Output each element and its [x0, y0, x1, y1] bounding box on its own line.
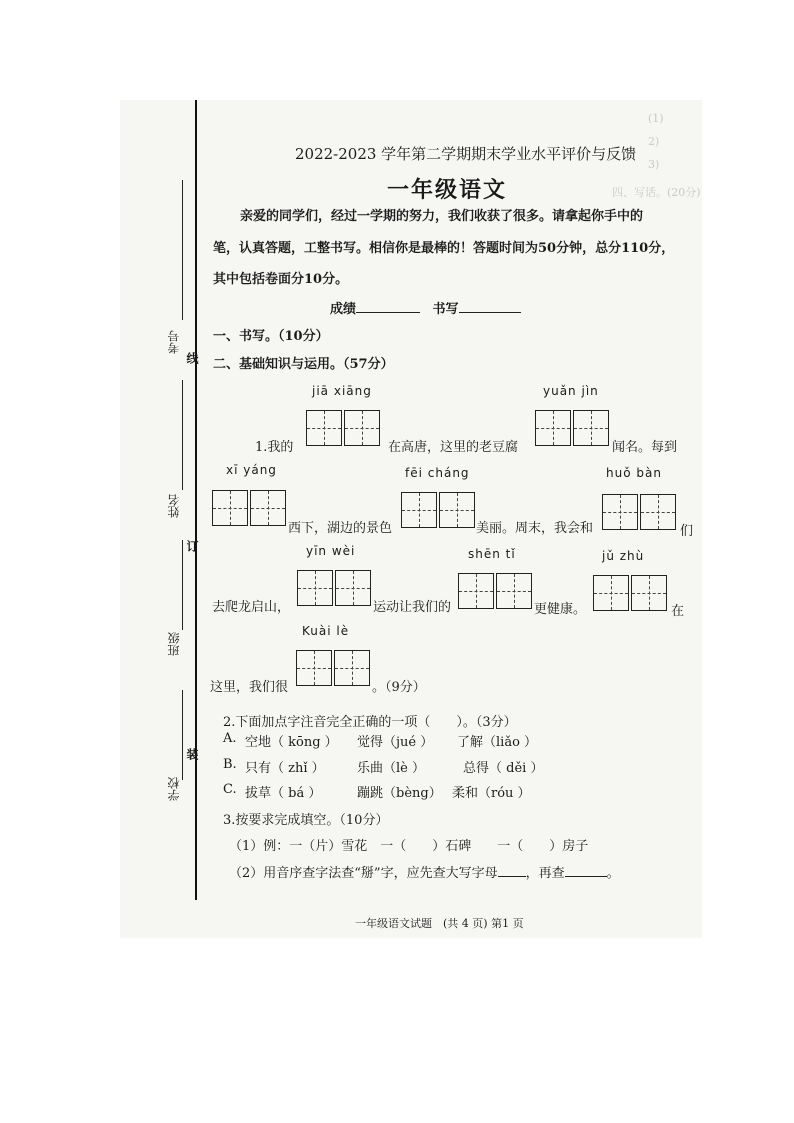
q1-text-2: 在高唐，这里的老豆腐	[388, 440, 519, 455]
q1-text-1: 1.我的	[255, 440, 294, 455]
q1-text-11: 这里，我们很	[210, 680, 289, 695]
char-box[interactable]	[593, 575, 629, 611]
section-1-heading: 一、书写。（10分）	[213, 329, 329, 344]
char-box[interactable]	[335, 570, 371, 606]
pinyin-yin-wei: yīn wèi	[306, 544, 356, 558]
answer-boxes-ju-zhu[interactable]	[593, 575, 669, 611]
char-box[interactable]	[296, 650, 332, 686]
q3-sub2-text-b: ，再查	[525, 866, 565, 881]
q2-option-c-1: 拔草（ bá ）	[245, 786, 322, 801]
section-2-heading: 二、基础知识与运用。（57分）	[213, 357, 394, 372]
char-box[interactable]	[334, 650, 370, 686]
pinyin-fei-chang: fēi cháng	[405, 466, 470, 480]
answer-boxes-yuan-jin[interactable]	[535, 410, 611, 446]
bleed-text-4: 四、写话。(20分)	[612, 186, 701, 199]
char-box[interactable]	[250, 490, 286, 526]
bleed-text-2: 2)	[648, 135, 660, 148]
q2-stem: 2.下面加点字注音完全正确的一项（ ）。（3分）	[223, 715, 517, 730]
q2-option-b-1: 只有（ zhǐ ）	[245, 761, 325, 776]
pinyin-jia-xiang: jiā xiāng	[312, 384, 372, 398]
q2-option-a-3: 了解（liǎo ）	[457, 735, 538, 750]
subject-title: 一年级语文	[387, 177, 508, 203]
school-blank	[182, 690, 183, 780]
q2-option-a-letter: A.	[223, 731, 237, 746]
intro-line-2: 笔，认真答题，工整书写。相信你是最棒的！答题时间为50分钟，总分110分，	[213, 241, 675, 256]
exam-title: 2022-2023 学年第二学期期末学业水平评价与反馈	[295, 145, 637, 163]
q1-text-6: 们	[680, 524, 694, 539]
char-box[interactable]	[306, 410, 342, 446]
pinyin-ju-zhu: jǔ zhù	[602, 549, 645, 563]
q3-sub2-text: （2）用音序查字法查“掰”字，应先查大写字母	[229, 866, 498, 881]
char-box[interactable]	[344, 410, 380, 446]
q1-text-8: 运动让我们的	[373, 600, 452, 615]
school-label: 学校	[167, 777, 181, 801]
answer-boxes-yin-wei[interactable]	[297, 570, 373, 606]
writing-label: 书写	[432, 302, 459, 317]
char-box[interactable]	[439, 492, 475, 528]
answer-boxes-fei-chang[interactable]	[401, 492, 477, 528]
answer-boxes-shen-ti[interactable]	[458, 573, 534, 609]
pinyin-huo-ban: huǒ bàn	[606, 466, 662, 480]
pinyin-yuan-jin: yuǎn jìn	[543, 384, 599, 398]
q2-option-c-3: 柔和（róu ）	[452, 786, 531, 801]
margin-mark-zhuang: 装	[185, 748, 199, 760]
q1-text-4: 西下，湖边的景色	[288, 521, 393, 536]
char-box[interactable]	[602, 494, 638, 530]
pinyin-shen-ti: shēn tǐ	[468, 547, 516, 561]
char-box[interactable]	[212, 490, 248, 526]
bleed-text-1: (1)	[648, 112, 664, 125]
intro-line-1: 亲爱的同学们，经过一学期的努力，我们收获了很多。请拿起你手中的	[240, 209, 644, 224]
q3-second-blank[interactable]	[565, 876, 607, 877]
char-box[interactable]	[640, 494, 676, 530]
pinyin-kuai-le: Kuài lè	[302, 624, 350, 638]
q3-sub2	[229, 862, 620, 881]
class-label: 班级	[167, 632, 181, 656]
q2-option-a-1: 空地（ kōng ）	[245, 735, 338, 750]
char-box[interactable]	[573, 410, 609, 446]
score-row	[330, 298, 521, 317]
q2-option-b-2: 乐曲（lè ）	[357, 761, 425, 776]
q1-text-12: 。（9分）	[372, 680, 426, 695]
q3-sub1: （1）例：一（片）雪花 一（ ）石碑 一（ ）房子	[229, 839, 589, 854]
score-label: 成绩	[330, 302, 357, 317]
page-footer: 一年级语文试题 (共 4 页) 第1 页	[355, 917, 524, 930]
char-box[interactable]	[535, 410, 571, 446]
q2-option-c-letter: C.	[223, 782, 237, 797]
q1-text-5: 美丽。周末，我会和	[476, 521, 594, 536]
answer-boxes-xi-yang[interactable]	[212, 490, 288, 526]
char-box[interactable]	[631, 575, 667, 611]
q2-option-b-letter: B.	[223, 757, 237, 772]
class-blank	[182, 540, 183, 630]
binding-line	[195, 100, 197, 900]
bleed-text-3: 3)	[648, 158, 660, 171]
margin-mark-line: 线	[185, 352, 199, 364]
answer-boxes-jia-xiang[interactable]	[306, 410, 382, 446]
intro-line-3: 其中包括卷面分10分。	[213, 272, 349, 287]
q3-sub2-text-c: 。	[606, 866, 620, 881]
q1-text-10: 在	[671, 604, 685, 619]
answer-boxes-kuai-le[interactable]	[296, 650, 372, 686]
q2-option-a-2: 觉得（jué ）	[357, 735, 434, 750]
q3-letter-blank[interactable]	[498, 876, 526, 877]
q2-option-c-2: 蹦跳（bèng）	[357, 786, 442, 801]
q1-text-7: 去爬龙启山，	[212, 600, 291, 615]
char-box[interactable]	[496, 573, 532, 609]
writing-blank[interactable]	[459, 312, 521, 313]
char-box[interactable]	[458, 573, 494, 609]
q1-text-9: 更健康。	[534, 602, 587, 617]
name-blank	[182, 380, 183, 490]
q1-text-3: 闻名。每到	[612, 440, 678, 455]
name-label: 姓名	[167, 494, 181, 518]
q2-option-b-3: 总得（ děi ）	[463, 761, 544, 776]
exam-no-blank	[182, 180, 183, 320]
exam-no-label: 考号	[167, 330, 181, 354]
q3-stem: 3.按要求完成填空。（10分）	[223, 813, 389, 828]
score-blank[interactable]	[356, 312, 420, 313]
char-box[interactable]	[401, 492, 437, 528]
margin-mark-ding: 订	[185, 540, 199, 552]
pinyin-xi-yang: xī yáng	[226, 463, 277, 477]
answer-boxes-huo-ban[interactable]	[602, 494, 678, 530]
char-box[interactable]	[297, 570, 333, 606]
